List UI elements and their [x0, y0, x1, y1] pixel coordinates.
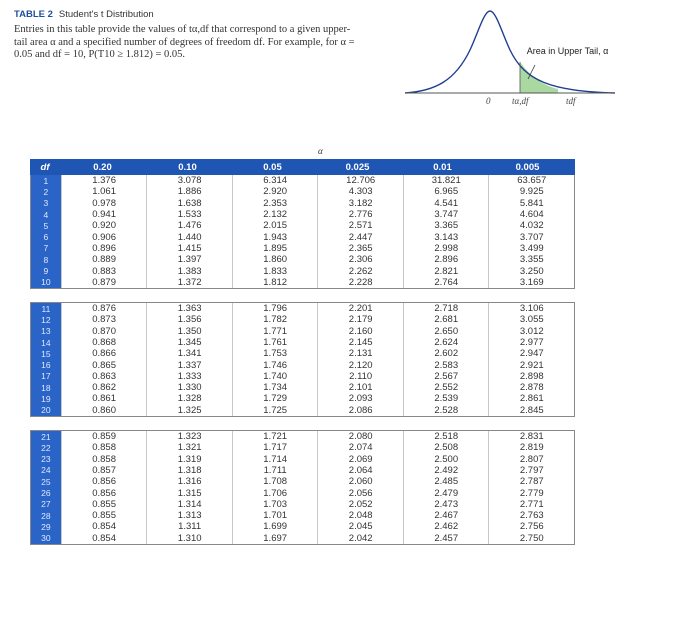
value-cell-alpha-010: 1.383	[146, 265, 232, 276]
value-cell-alpha-020: 0.856	[61, 487, 147, 498]
value-cell-alpha-0005: 63.657	[488, 175, 574, 186]
value-cell-alpha-0025: 2.069	[317, 454, 403, 465]
value-cell-alpha-020: 0.889	[61, 254, 147, 265]
value-cell-alpha-005: 1.697	[232, 533, 318, 544]
value-cell-alpha-010: 1.323	[146, 431, 232, 442]
value-cell-alpha-0025: 2.201	[317, 303, 403, 314]
value-cell-alpha-020: 0.866	[61, 348, 147, 359]
value-cell-alpha-005: 1.721	[232, 431, 318, 442]
df-cell: 2	[31, 186, 61, 197]
value-cell-alpha-010: 1.318	[146, 465, 232, 476]
value-cell-alpha-0005: 2.845	[488, 405, 574, 416]
value-cell-alpha-020: 0.941	[61, 209, 147, 220]
value-cell-alpha-005: 1.701	[232, 510, 318, 521]
df-cell: 17	[31, 371, 61, 382]
df-cell: 28	[31, 510, 61, 521]
value-cell-alpha-020: 0.920	[61, 220, 147, 231]
value-cell-alpha-005: 6.314	[232, 175, 318, 186]
df-cell: 3	[31, 198, 61, 209]
value-cell-alpha-005: 1.782	[232, 314, 318, 325]
header-alpha-010: 0.10	[178, 161, 197, 173]
value-cell-alpha-001: 2.998	[403, 243, 489, 254]
value-cell-alpha-0025: 2.776	[317, 209, 403, 220]
value-cell-alpha-0025: 2.086	[317, 405, 403, 416]
value-cell-alpha-0025: 2.571	[317, 220, 403, 231]
df-cell: 20	[31, 405, 61, 416]
value-cell-alpha-010: 1.313	[146, 510, 232, 521]
value-cell-alpha-005: 2.015	[232, 220, 318, 231]
value-cell-alpha-020: 0.978	[61, 198, 147, 209]
value-cell-alpha-0005: 3.055	[488, 314, 574, 325]
value-cell-alpha-010: 1.325	[146, 405, 232, 416]
value-cell-alpha-0025: 2.110	[317, 371, 403, 382]
t-table	[30, 159, 575, 545]
df-cell: 25	[31, 476, 61, 487]
table-row	[31, 314, 574, 325]
df-cell: 6	[31, 231, 61, 242]
value-cell-alpha-005: 1.734	[232, 382, 318, 393]
value-cell-alpha-005: 2.353	[232, 198, 318, 209]
value-cell-alpha-0025: 2.045	[317, 521, 403, 532]
value-cell-alpha-020: 0.855	[61, 499, 147, 510]
value-cell-alpha-005: 1.708	[232, 476, 318, 487]
table-row	[31, 499, 574, 510]
value-cell-alpha-001: 2.485	[403, 476, 489, 487]
value-cell-alpha-005: 1.860	[232, 254, 318, 265]
value-cell-alpha-001: 3.365	[403, 220, 489, 231]
df-cell: 26	[31, 487, 61, 498]
axis-t-alpha-label: tα,df	[512, 96, 529, 106]
value-cell-alpha-005: 1.714	[232, 454, 318, 465]
table-title	[14, 9, 154, 20]
value-cell-alpha-010: 1.533	[146, 209, 232, 220]
value-cell-alpha-001: 2.567	[403, 371, 489, 382]
df-cell: 5	[31, 220, 61, 231]
value-cell-alpha-0005: 4.032	[488, 220, 574, 231]
value-cell-alpha-0025: 2.160	[317, 326, 403, 337]
table-row	[31, 431, 574, 442]
value-cell-alpha-010: 1.345	[146, 337, 232, 348]
table-row	[31, 231, 574, 242]
table-row	[31, 265, 574, 276]
table-row	[31, 393, 574, 404]
table-block	[30, 302, 575, 417]
value-cell-alpha-001: 2.518	[403, 431, 489, 442]
table-title-text: Student's t Distribution	[58, 9, 154, 20]
table-row	[31, 198, 574, 209]
table-label: TABLE 2	[14, 9, 53, 20]
value-cell-alpha-0005: 2.756	[488, 521, 574, 532]
df-cell: 24	[31, 465, 61, 476]
table-row	[31, 359, 574, 370]
value-cell-alpha-001: 2.467	[403, 510, 489, 521]
value-cell-alpha-0005: 4.604	[488, 209, 574, 220]
value-cell-alpha-020: 0.861	[61, 393, 147, 404]
value-cell-alpha-0025: 2.262	[317, 265, 403, 276]
df-cell: 16	[31, 359, 61, 370]
value-cell-alpha-0005: 2.947	[488, 348, 574, 359]
value-cell-alpha-010: 1.397	[146, 254, 232, 265]
value-cell-alpha-0005: 3.012	[488, 326, 574, 337]
value-cell-alpha-0005: 2.771	[488, 499, 574, 510]
value-cell-alpha-010: 1.321	[146, 442, 232, 453]
value-cell-alpha-020: 0.854	[61, 521, 147, 532]
value-cell-alpha-005: 1.812	[232, 277, 318, 288]
axis-zero-label: 0	[486, 96, 491, 106]
value-cell-alpha-0025: 2.048	[317, 510, 403, 521]
table-row	[31, 487, 574, 498]
table-row	[31, 382, 574, 393]
value-cell-alpha-020: 0.879	[61, 277, 147, 288]
df-cell: 14	[31, 337, 61, 348]
value-cell-alpha-001: 2.473	[403, 499, 489, 510]
df-cell: 1	[31, 175, 61, 186]
table-row	[31, 243, 574, 254]
table-row	[31, 348, 574, 359]
value-cell-alpha-0005: 3.250	[488, 265, 574, 276]
value-cell-alpha-0005: 2.763	[488, 510, 574, 521]
value-cell-alpha-020: 0.906	[61, 231, 147, 242]
value-cell-alpha-020: 0.865	[61, 359, 147, 370]
value-cell-alpha-0005: 3.707	[488, 231, 574, 242]
value-cell-alpha-005: 1.699	[232, 521, 318, 532]
value-cell-alpha-001: 2.681	[403, 314, 489, 325]
table-row	[31, 465, 574, 476]
table-row	[31, 533, 574, 544]
value-cell-alpha-010: 3.078	[146, 175, 232, 186]
value-cell-alpha-020: 0.858	[61, 442, 147, 453]
table-header-row	[30, 159, 575, 175]
table-description: Entries in this table provide the values of tα,df that correspond to a given upper-tail area α and a specified number of degrees of freedom df. For example, for α = 0.05 and df = 10, P(T10 ≥ 1.812) = 0.05.	[14, 24, 355, 60]
value-cell-alpha-010: 1.310	[146, 533, 232, 544]
value-cell-alpha-0025: 2.365	[317, 243, 403, 254]
df-cell: 15	[31, 348, 61, 359]
value-cell-alpha-005: 1.725	[232, 405, 318, 416]
value-cell-alpha-001: 2.650	[403, 326, 489, 337]
value-cell-alpha-001: 2.764	[403, 277, 489, 288]
df-cell: 12	[31, 314, 61, 325]
table-row	[31, 454, 574, 465]
value-cell-alpha-010: 1.363	[146, 303, 232, 314]
df-cell: 22	[31, 442, 61, 453]
value-cell-alpha-005: 1.761	[232, 337, 318, 348]
value-cell-alpha-010: 1.314	[146, 499, 232, 510]
table-row	[31, 209, 574, 220]
value-cell-alpha-005: 1.895	[232, 243, 318, 254]
value-cell-alpha-0005: 3.106	[488, 303, 574, 314]
table-row	[31, 326, 574, 337]
value-cell-alpha-005: 1.943	[232, 231, 318, 242]
value-cell-alpha-001: 31.821	[403, 175, 489, 186]
value-cell-alpha-0025: 2.179	[317, 314, 403, 325]
value-cell-alpha-001: 6.965	[403, 186, 489, 197]
df-cell: 13	[31, 326, 61, 337]
value-cell-alpha-0005: 2.898	[488, 371, 574, 382]
value-cell-alpha-0025: 2.145	[317, 337, 403, 348]
value-cell-alpha-010: 1.886	[146, 186, 232, 197]
df-cell: 23	[31, 454, 61, 465]
value-cell-alpha-0025: 4.303	[317, 186, 403, 197]
value-cell-alpha-0025: 2.074	[317, 442, 403, 453]
table-block	[30, 430, 575, 545]
upper-tail-shade	[520, 62, 558, 93]
value-cell-alpha-0025: 2.306	[317, 254, 403, 265]
value-cell-alpha-0005: 2.819	[488, 442, 574, 453]
value-cell-alpha-0025: 12.706	[317, 175, 403, 186]
value-cell-alpha-0025: 2.120	[317, 359, 403, 370]
value-cell-alpha-0005: 2.787	[488, 476, 574, 487]
df-cell: 7	[31, 243, 61, 254]
value-cell-alpha-0005: 2.797	[488, 465, 574, 476]
table-row	[31, 277, 574, 288]
value-cell-alpha-010: 1.328	[146, 393, 232, 404]
value-cell-alpha-001: 4.541	[403, 198, 489, 209]
header-alpha-020: 0.20	[93, 161, 112, 173]
value-cell-alpha-0005: 2.831	[488, 431, 574, 442]
value-cell-alpha-010: 1.319	[146, 454, 232, 465]
value-cell-alpha-005: 1.796	[232, 303, 318, 314]
value-cell-alpha-001: 2.462	[403, 521, 489, 532]
value-cell-alpha-010: 1.333	[146, 371, 232, 382]
df-cell: 30	[31, 533, 61, 544]
alpha-column-header: α	[318, 146, 323, 156]
table-block	[30, 175, 575, 289]
df-cell: 4	[31, 209, 61, 220]
header-alpha-0005: 0.005	[515, 161, 540, 173]
df-cell: 8	[31, 254, 61, 265]
value-cell-alpha-005: 1.729	[232, 393, 318, 404]
df-cell: 10	[31, 277, 61, 288]
value-cell-alpha-020: 0.862	[61, 382, 147, 393]
value-cell-alpha-0005: 3.355	[488, 254, 574, 265]
value-cell-alpha-010: 1.356	[146, 314, 232, 325]
value-cell-alpha-001: 2.552	[403, 382, 489, 393]
header-alpha-0025: 0.025	[345, 161, 370, 173]
axis-t-df-label: tdf	[566, 96, 576, 106]
table-row	[31, 186, 574, 197]
table-row	[31, 442, 574, 453]
value-cell-alpha-005: 1.833	[232, 265, 318, 276]
value-cell-alpha-005: 1.746	[232, 359, 318, 370]
value-cell-alpha-005: 1.740	[232, 371, 318, 382]
value-cell-alpha-001: 2.624	[403, 337, 489, 348]
value-cell-alpha-005: 1.711	[232, 465, 318, 476]
value-cell-alpha-0005: 2.878	[488, 382, 574, 393]
value-cell-alpha-010: 1.337	[146, 359, 232, 370]
value-cell-alpha-0025: 2.101	[317, 382, 403, 393]
table-row	[31, 371, 574, 382]
value-cell-alpha-001: 2.821	[403, 265, 489, 276]
value-cell-alpha-020: 0.858	[61, 454, 147, 465]
table-row	[31, 476, 574, 487]
df-cell: 21	[31, 431, 61, 442]
value-cell-alpha-005: 1.771	[232, 326, 318, 337]
df-cell: 27	[31, 499, 61, 510]
value-cell-alpha-010: 1.372	[146, 277, 232, 288]
table-row	[31, 521, 574, 532]
value-cell-alpha-0025: 2.060	[317, 476, 403, 487]
value-cell-alpha-020: 0.857	[61, 465, 147, 476]
value-cell-alpha-001: 2.896	[403, 254, 489, 265]
value-cell-alpha-0005: 2.807	[488, 454, 574, 465]
value-cell-alpha-001: 2.718	[403, 303, 489, 314]
value-cell-alpha-020: 0.876	[61, 303, 147, 314]
df-cell: 11	[31, 303, 61, 314]
value-cell-alpha-010: 1.638	[146, 198, 232, 209]
value-cell-alpha-005: 2.920	[232, 186, 318, 197]
value-cell-alpha-0025: 2.080	[317, 431, 403, 442]
value-cell-alpha-010: 1.440	[146, 231, 232, 242]
value-cell-alpha-005: 2.132	[232, 209, 318, 220]
value-cell-alpha-0025: 2.447	[317, 231, 403, 242]
table-row	[31, 337, 574, 348]
value-cell-alpha-0005: 3.169	[488, 277, 574, 288]
value-cell-alpha-005: 1.703	[232, 499, 318, 510]
table-row	[31, 254, 574, 265]
table-row	[31, 175, 574, 186]
value-cell-alpha-020: 0.859	[61, 431, 147, 442]
value-cell-alpha-001: 2.602	[403, 348, 489, 359]
value-cell-alpha-005: 1.753	[232, 348, 318, 359]
value-cell-alpha-020: 1.061	[61, 186, 147, 197]
value-cell-alpha-001: 2.539	[403, 393, 489, 404]
value-cell-alpha-001: 2.528	[403, 405, 489, 416]
value-cell-alpha-010: 1.350	[146, 326, 232, 337]
value-cell-alpha-0005: 9.925	[488, 186, 574, 197]
value-cell-alpha-0025: 2.042	[317, 533, 403, 544]
header-alpha-005: 0.05	[263, 161, 282, 173]
value-cell-alpha-020: 1.376	[61, 175, 147, 186]
value-cell-alpha-001: 3.747	[403, 209, 489, 220]
value-cell-alpha-020: 0.860	[61, 405, 147, 416]
tail-area-label: Area in Upper Tail, α	[526, 46, 609, 56]
value-cell-alpha-020: 0.883	[61, 265, 147, 276]
df-cell: 19	[31, 393, 61, 404]
table-row	[31, 405, 574, 416]
value-cell-alpha-010: 1.415	[146, 243, 232, 254]
value-cell-alpha-0025: 3.182	[317, 198, 403, 209]
table-row	[31, 510, 574, 521]
value-cell-alpha-020: 0.863	[61, 371, 147, 382]
value-cell-alpha-020: 0.854	[61, 533, 147, 544]
value-cell-alpha-001: 3.143	[403, 231, 489, 242]
value-cell-alpha-010: 1.341	[146, 348, 232, 359]
value-cell-alpha-001: 2.508	[403, 442, 489, 453]
value-cell-alpha-0025: 2.093	[317, 393, 403, 404]
table-body	[30, 175, 575, 545]
value-cell-alpha-0025: 2.131	[317, 348, 403, 359]
value-cell-alpha-0005: 2.750	[488, 533, 574, 544]
value-cell-alpha-0005: 2.977	[488, 337, 574, 348]
value-cell-alpha-001: 2.457	[403, 533, 489, 544]
value-cell-alpha-020: 0.855	[61, 510, 147, 521]
value-cell-alpha-0005: 5.841	[488, 198, 574, 209]
table-row	[31, 220, 574, 231]
value-cell-alpha-001: 2.500	[403, 454, 489, 465]
value-cell-alpha-005: 1.717	[232, 442, 318, 453]
value-cell-alpha-010: 1.316	[146, 476, 232, 487]
value-cell-alpha-0005: 2.921	[488, 359, 574, 370]
value-cell-alpha-0025: 2.052	[317, 499, 403, 510]
value-cell-alpha-0025: 2.064	[317, 465, 403, 476]
table-row	[31, 303, 574, 314]
df-cell: 29	[31, 521, 61, 532]
value-cell-alpha-020: 0.896	[61, 243, 147, 254]
value-cell-alpha-020: 0.856	[61, 476, 147, 487]
value-cell-alpha-010: 1.476	[146, 220, 232, 231]
value-cell-alpha-010: 1.311	[146, 521, 232, 532]
value-cell-alpha-001: 2.479	[403, 487, 489, 498]
value-cell-alpha-0005: 2.861	[488, 393, 574, 404]
value-cell-alpha-020: 0.868	[61, 337, 147, 348]
value-cell-alpha-010: 1.315	[146, 487, 232, 498]
value-cell-alpha-0025: 2.228	[317, 277, 403, 288]
value-cell-alpha-020: 0.873	[61, 314, 147, 325]
df-cell: 18	[31, 382, 61, 393]
value-cell-alpha-001: 2.492	[403, 465, 489, 476]
df-cell: 9	[31, 265, 61, 276]
value-cell-alpha-010: 1.330	[146, 382, 232, 393]
value-cell-alpha-005: 1.706	[232, 487, 318, 498]
value-cell-alpha-020: 0.870	[61, 326, 147, 337]
value-cell-alpha-0005: 2.779	[488, 487, 574, 498]
header-alpha-001: 0.01	[433, 161, 452, 173]
header-df: df	[40, 161, 50, 173]
value-cell-alpha-0025: 2.056	[317, 487, 403, 498]
value-cell-alpha-001: 2.583	[403, 359, 489, 370]
value-cell-alpha-0005: 3.499	[488, 243, 574, 254]
